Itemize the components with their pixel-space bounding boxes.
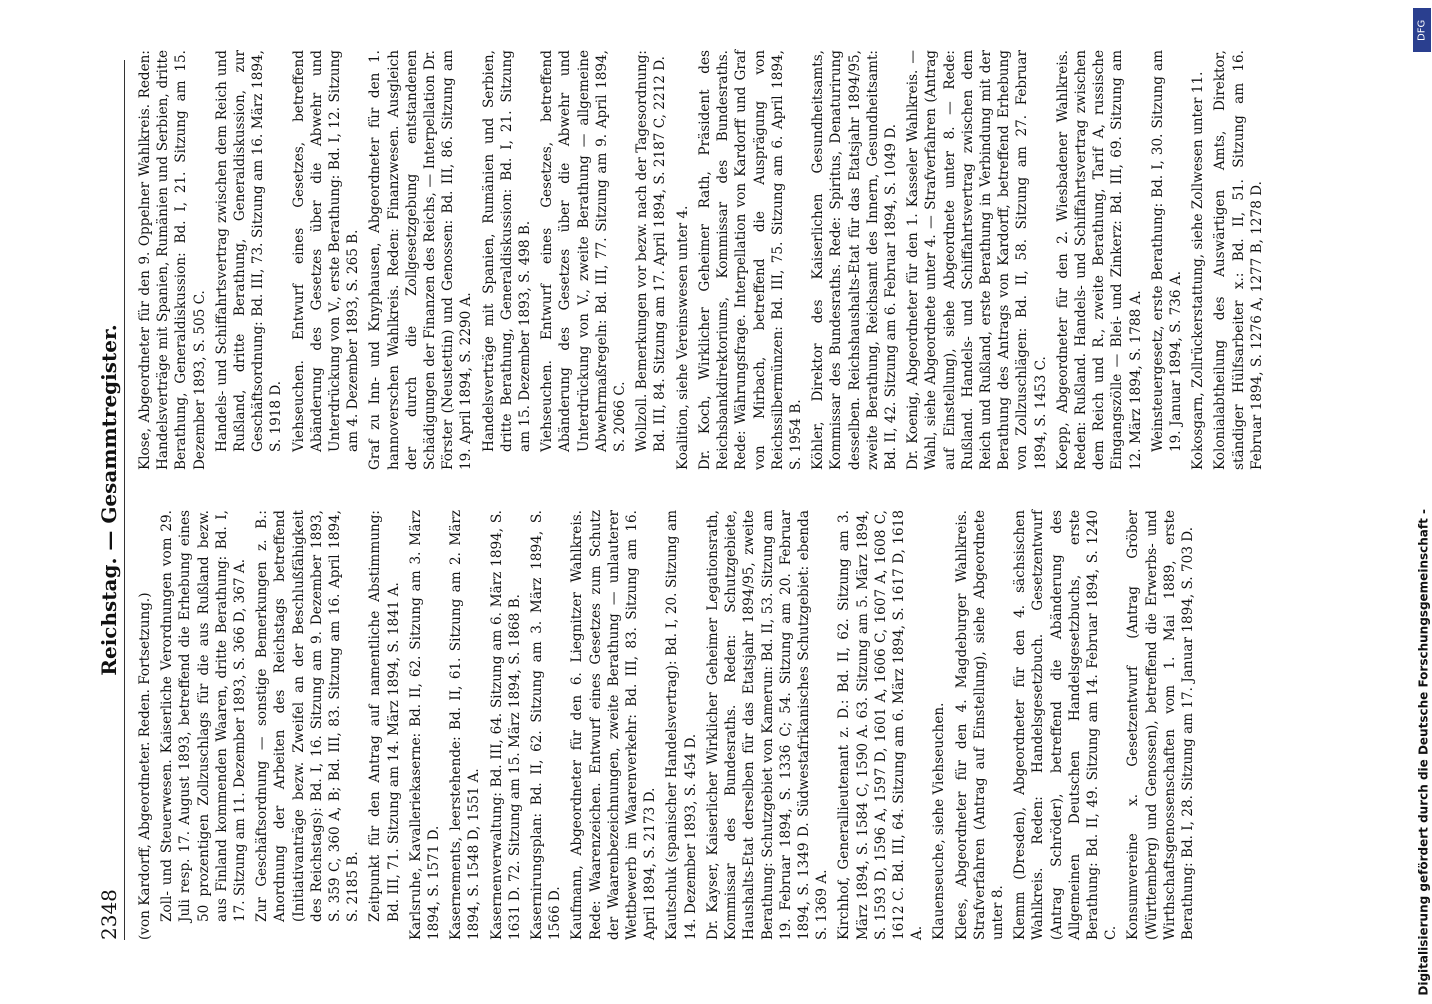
index-entry: Kokosgarn, Zollrückerstattung, siehe Zollwesen unter 11.	[1190, 71, 1207, 470]
digitization-sidebar	[1409, 4, 1431, 1004]
index-entry: Dr. Koenig, Abgeordneter für den 1. Kasseler Wahlkreis. — Wahl, siehe Abgeordnete unter 4. — Strafverfahren (Antrag auf Einstellung), siehe Abgeordnete unter 8. — Rede: Rußland. Handels- und Schiffahrtsvertrag zwischen dem Reich und Rußland, erste Berathung in Verbindung mit der Berathung des Antrags von Kardorff, betreffend Erhebung von Zollzuschlägen: Bd. II, 58. Sitzung am 27. Februar 1894, S. 1453 C.	[905, 50, 1049, 470]
index-entry: Zoll- und Steuerwesen. Kaiserliche Verordnungen vom 29. Juli resp. 17. August 1893, betreffend die Erhebung eines 50 prozentigen Zollzuschlags für die aus Rußland bezw. aus Finland kommenden Waaren, dritte Berathung: Bd. I, 17. Sitzung am 11. Dezember 1893, S. 366 D, 367 A.	[159, 510, 249, 922]
index-entry: Kasernenverwaltung: Bd. III, 64. Sitzung am 6. März 1894, S. 1631 D. 72. Sitzung am 15. März 1894, S. 1868 B.	[488, 510, 523, 940]
index-entry: Viehseuchen. Entwurf eines Gesetzes, betreffend Abänderung des Gesetzes über die Abwehr und Unterdrückung von V., erste Berathung: Bd. I, 12. Sitzung am 4. Dezember 1893, S. 265 B.	[290, 50, 362, 452]
page-header	[94, 60, 125, 940]
index-entry: Viehseuchen. Entwurf eines Gesetzes, betreffend Abänderung des Gesetzes über die Abwehr und Unterdrückung von V., zweite Berathung — allgemeine Abwehrmaßregeln: Bd. III, 77. Sitzung am 9. April 1894, S. 2066 C.	[539, 50, 629, 452]
index-entry: Zur Geschäftsordnung — sonstige Bemerkungen z. B.: Anordnung der Arbeiten des Reichstags betreffend (Initiativanträge bezw. Zweifel an der Beschlußfähigkeit des Reichstags): Bd. I, 16. Sitzung am 9. Dezember 1893, S. 359 C, 360 A, B; Bd. III, 83. Sitzung am 16. April 1894, S. 2185 B.	[254, 510, 362, 922]
index-entry: Klauenseuche, siehe Viehseuchen.	[931, 702, 948, 940]
index-entry: Karlsruhe, Kavalleriekaserne: Bd. II, 62. Sitzung am 3. März 1894, S. 1571 D.	[407, 510, 443, 940]
index-entry: Köhler, Direktor des Kaiserlichen Gesundheitsamts, Kommissar des Bundesraths. Rede: Spiritus, Denaturirung desselben. Reichshaushalts-Etat für das Etatsjahr 1894/95, zweite Berathung, Reichsamt des Innern, Gesundheitsamt: Bd. II, 42. Sitzung am 6. Februar 1894, S. 1049 D.	[810, 50, 899, 470]
index-entry: (von Kardorff, Abgeordneter. Reden. Fortsetzung.)	[137, 592, 153, 940]
index-entry: Koepp, Abgeordneter für den 2. Wiesbadener Wahlkreis. Reden: Rußland. Handels- und Schiffahrtsvertrag zwischen dem Reich und R., zweite Berathung, Tarif A, russische Eingangszölle — Blei- und Zinkerz: Bd. III, 69. Sitzung am 12. März 1894, S. 1788 A.	[1054, 50, 1144, 470]
index-entry: Dr. Kayser, Kaiserlicher Wirklicher Geheimer Legationsrath, Kommissar des Bundesraths. Reden: Schutzgebiete, Haushalts-Etat derselben für das Etatsjahr 1894/95, zweite Berathung: Schutzgebiet von Kamerun: Bd. II, 53. Sitzung am 19. Februar 1894, S. 1336 C; 54. Sitzung am 20. Februar 1894, S. 1349 D. Südwestafrikanisches Schutzgebiet: ebenda S. 1369 A.	[704, 510, 831, 940]
index-entry: Klemm (Dresden), Abgeordneter für den 4. sächsischen Wahlkreis. Reden: Handelsgesetzbuch. Gesetzentwurf (Antrag Schröder), betreffend die Abänderung des Allgemeinen Deutschen Handelsgesetzbuchs, erste Berathung: Bd. II, 49. Sitzung am 14. Februar 1894, S. 1240 C.	[1012, 510, 1120, 940]
index-entry: Weinsteuergesetz, erste Berathung: Bd. I, 30. Sitzung am 19. Januar 1894, S. 736 A.	[1149, 50, 1184, 452]
index-entry: Klees, Abgeordneter für den 4. Magdeburger Wahlkreis. Strafverfahren (Antrag auf Einstellung), siehe Abgeordnete unter 8.	[953, 510, 1006, 940]
digitization-note: Digitalisierung gefördert durch die Deutsche Forschungsgemeinschaft -	[1417, 509, 1431, 996]
index-entry: Kautschuk (spanischer Handelsvertrag): Bd. I, 20. Sitzung am 14. Dezember 1893, S. 454 D.	[664, 510, 699, 940]
index-entry: Kolonialabtheilung des Auswärtigen Amts, Direktor, ständiger Hülfsarbeiter x.: Bd. II, 51. Sitzung am 16. Februar 1894, S. 1276 A, 1277 B, 1278 D.	[1212, 50, 1265, 470]
index-entry: Kasernirungsplan: Bd. II, 62. Sitzung am 3. März 1894, S. 1566 D.	[529, 510, 564, 940]
index-entry: Koalition, siehe Vereinswesen unter 4.	[674, 205, 691, 470]
index-entry: Handelsverträge mit Spanien, Rumänien und Serbien, dritte Berathung, Generaldiskussion: Bd. I, 21. Sitzung am 15. Dezember 1893, S. 498 B.	[480, 50, 534, 452]
index-entry: Klose, Abgeordneter für den 9. Oppelner Wahlkreis. Reden: Handelsverträge mit Spanien, Rumänien und Serbien, dritte Berathung, Generaldiskussion: Bd. I, 21. Sitzung am 15. Dezember 1893, S. 505 C.	[137, 50, 208, 470]
index-entry: Handels- und Schiffahrtsvertrag zwischen dem Reich und Rußland, dritte Berathung, Generaldiskussion, zur Geschäftsordnung: Bd. III, 73. Sitzung am 16. März 1894, S. 1918 D.	[213, 50, 285, 452]
index-entry: Kaufmann, Abgeordneter für den 6. Liegnitzer Wahlkreis. Rede: Waarenzeichen. Entwurf eines Gesetzes zum Schutz der Waarenbezeichnungen, zweite Berathung — unlauterer Wettbewerb im Waarenverkehr: Bd. III, 83. Sitzung am 16. April 1894, S. 2173 D.	[569, 510, 659, 940]
index-entry: Konsumvereine x. Gesetzentwurf (Antrag Gröber (Württemberg) und Genossen), betreffend die Erwerbs- und Wirthschaftsgenossenschaften vom 1. Mai 1889, erste Berathung: Bd. I, 28. Sitzung am 17. Januar 1894, S. 703 D.	[1125, 510, 1196, 940]
index-entry: Dr. Koch, Wirklicher Geheimer Rath, Präsident des Reichsbankdirektoriums, Kommissar des Bundesraths. Rede: Währungsfrage. Interpellation von Kardorff und Graf von Mirbach, betreffend die Ausprägung von Reichssilbermünzen: Bd. III, 75. Sitzung am 6. April 1894, S. 1954 B.	[696, 50, 804, 470]
page-title: Reichstag. — Gesammtregister.	[97, 324, 121, 676]
index-entry: Zeitpunkt für den Antrag auf namentliche Abstimmung: Bd. III, 71. Sitzung am 14. März 1894, S. 1841 A.	[367, 510, 402, 922]
index-entry: Graf zu Inn- und Knyphausen, Abgeordneter für den 1. hannoverschen Wahlkreis. Reden: Finanzwesen. Ausgleich der durch die Zollgesetzgebung entstandenen Schädigungen der Finanzen des Reichs, — Interpellation Dr. Förster (Neustettin) und Genossen: Bd. III, 86. Sitzung am 19. April 1894, S. 2290 A.	[367, 50, 475, 470]
page-number: 2348	[97, 889, 121, 940]
index-entry: Wollzoll. Bemerkungen vor bezw. nach der Tagesordnung: Bd. III, 84. Sitzung am 17. April 1894, S. 2187 C, 2212 D.	[634, 50, 669, 452]
dfg-logo-icon: DFG	[1413, 8, 1431, 52]
right-column	[136, 50, 1270, 470]
left-column	[136, 510, 1201, 940]
index-entry: Kirchhof, Generallieutenant z. D.: Bd. II, 62. Sitzung am 3. März 1894, S. 1584 C, 1590 A. 63. Sitzung am 5. März 1894, S. 1593 D, 1596 A, 1597 D, 1601 A, 1606 C, 1607 A, 1608 C, 1612 C. Bd. III, 64. Sitzung am 6. März 1894, S. 1617 D, 1618 A.	[836, 510, 926, 940]
scanned-page	[66, 20, 1366, 980]
index-entry: Kasernements, leerstehende: Bd. II, 61. Sitzung am 2. März 1894, S. 1548 D, 1551 A.	[448, 510, 483, 940]
